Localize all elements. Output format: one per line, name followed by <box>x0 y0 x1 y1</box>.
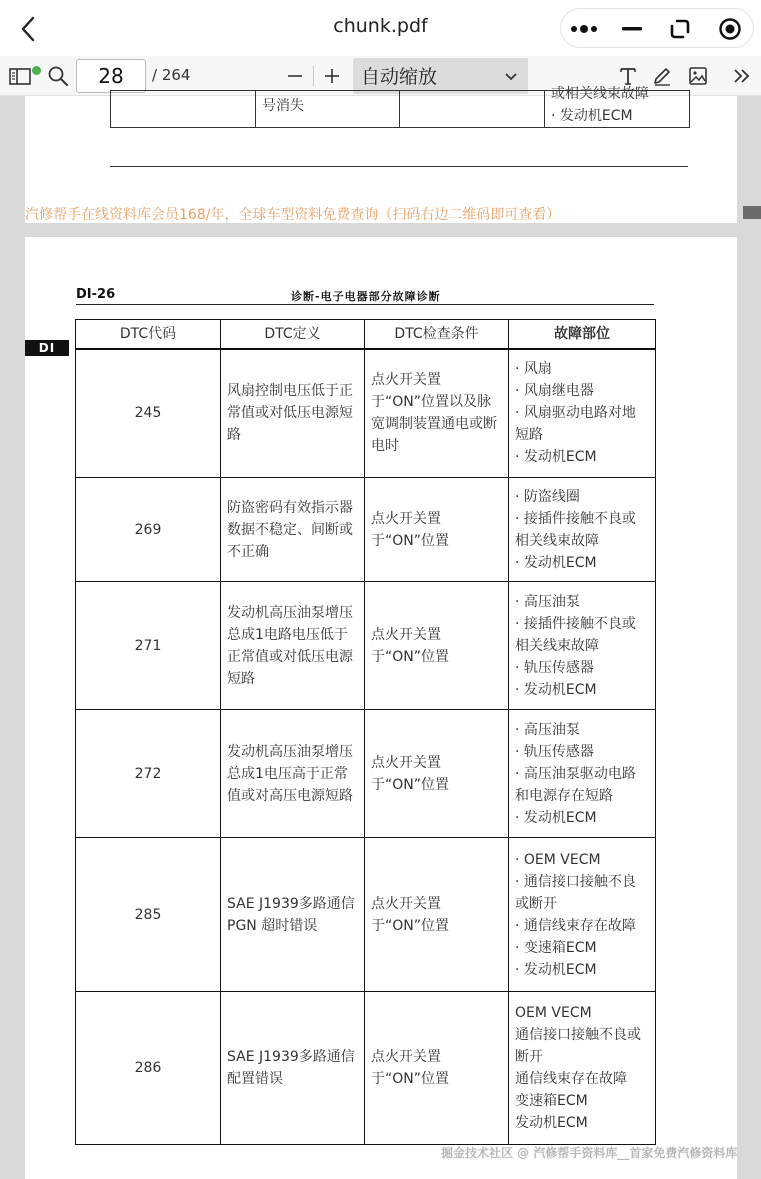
list-item: · OEM VECM <box>515 851 601 868</box>
zoom-select-value: 自动缩放 <box>361 66 438 88</box>
dtc-definition-cell: SAE J1939多路通信 PGN 超时错误 <box>221 838 365 992</box>
list-item: · 通信线束存在故障 <box>515 917 636 934</box>
list-item: · 风扇驱动电路对地短路 <box>515 405 636 444</box>
more-tools-icon[interactable] <box>728 62 756 90</box>
table-cell <box>111 91 256 128</box>
page-footer-rule <box>110 166 688 167</box>
scrollbar-thumb[interactable] <box>743 206 761 219</box>
search-icon[interactable] <box>44 62 72 90</box>
list-item: · 发动机ECM <box>515 449 597 466</box>
dtc-code-cell: 271 <box>76 582 221 710</box>
fault-location-cell <box>509 992 656 1145</box>
dtc-code-cell: 286 <box>76 992 221 1145</box>
table-cell <box>256 91 400 128</box>
header-rule <box>76 304 654 305</box>
promo-text: 汽修帮手在线资料库会员168/年，全球车型资料免费查询（扫码右边二维码即可查看） <box>25 207 561 223</box>
document-title: 诊断-电子电器部分故障诊断 <box>291 290 441 303</box>
list-item: · 风扇 <box>515 361 552 378</box>
fault-location-cell <box>509 478 656 582</box>
column-header: 故障部位 <box>509 320 656 349</box>
cell-text: 号消失 <box>262 98 304 114</box>
sidebar-toggle-icon[interactable] <box>6 62 34 90</box>
list-item: · 轨压传感器 <box>515 659 594 676</box>
dtc-code-cell: 245 <box>76 349 221 478</box>
list-item: · 轨压传感器 <box>515 743 594 760</box>
list-item: 通信接口接触不良或断开 <box>515 1027 641 1065</box>
table-row <box>76 710 656 838</box>
list-item: · 防盗线圈 <box>515 488 580 505</box>
dtc-condition-cell: 点火开关置于“ON”位置 <box>365 838 509 992</box>
dtc-condition-cell: 点火开关置于“ON”位置 <box>365 582 509 710</box>
zoom-out-icon[interactable] <box>281 62 309 90</box>
list-item: OEM VECM <box>515 1005 592 1021</box>
list-item: · 接插件接触不良或相关线束故障 <box>515 615 636 654</box>
dtc-code-cell: 272 <box>76 710 221 838</box>
table-row <box>76 349 656 478</box>
dtc-definition-cell: 发动机高压油泵增压总成1电路电压低于正常值或对低压电源短路 <box>221 582 365 710</box>
more-icon[interactable] <box>561 9 607 49</box>
notification-dot <box>32 66 41 75</box>
list-item: · 通信接口接触不良或断开 <box>515 873 636 912</box>
list-item: · 发动机ECM <box>515 809 597 826</box>
fault-location-cell <box>509 349 656 478</box>
table-row <box>76 992 656 1145</box>
section-side-tab: DI <box>25 340 69 356</box>
dtc-condition-cell: 点火开关置于“ON”位置 <box>365 478 509 582</box>
list-item: · 风扇继电器 <box>515 383 594 400</box>
list-item: 通信线束存在故障 <box>515 1071 627 1087</box>
list-item: · 变速箱ECM <box>515 939 597 956</box>
pdf-page-previous <box>25 86 737 223</box>
page-total: / 264 <box>152 66 191 84</box>
table-row <box>76 838 656 992</box>
dtc-condition-cell: 点火开关置于“ON”位置 <box>365 710 509 838</box>
list-item: · 发动机ECM <box>515 961 597 978</box>
column-header: DTC定义 <box>221 320 365 349</box>
list-item: · 高压油泵驱动电路和电源存在短路 <box>515 765 636 804</box>
chevron-down-icon <box>504 66 518 88</box>
dtc-code-cell: 269 <box>76 478 221 582</box>
mini-program-capsule <box>560 8 754 48</box>
close-target-icon[interactable] <box>707 9 753 49</box>
dtc-code-cell: 285 <box>76 838 221 992</box>
column-header: DTC代码 <box>76 320 221 349</box>
document-code: DI-26 <box>76 287 116 302</box>
table-cell <box>400 91 545 128</box>
window-title: chunk.pdf <box>333 15 428 37</box>
fault-location-cell <box>509 710 656 838</box>
previous-page-table <box>110 86 690 128</box>
dtc-condition-cell: 点火开关置于“ON”位置 <box>365 992 509 1145</box>
dtc-definition-cell: SAE J1939多路通信配置错误 <box>221 992 365 1145</box>
dtc-condition-cell: 点火开关置于“ON”位置以及脉宽调制装置通电或断电时 <box>365 349 509 478</box>
dtc-definition-cell: 防盗密码有效指示器数据不稳定、间断或不正确 <box>221 478 365 582</box>
minimize-icon[interactable] <box>609 9 655 49</box>
list-item: 变速箱ECM <box>515 1093 588 1109</box>
dtc-table <box>75 319 656 1145</box>
table-cell <box>545 86 690 128</box>
title-bar <box>0 0 761 56</box>
image-tool-icon[interactable] <box>684 62 712 90</box>
watermark-text: 掘金技术社区 @ 汽修帮手资料库__首家免费汽修资料库 <box>441 1146 738 1160</box>
toolbar-divider <box>313 66 314 86</box>
list-item: · 高压油泵 <box>515 721 580 738</box>
draw-pen-icon[interactable] <box>648 62 676 90</box>
list-item: · 接插件接触不良或相关线束故障 <box>515 510 636 549</box>
column-header: DTC检查条件 <box>365 320 509 349</box>
table-row <box>76 582 656 710</box>
dtc-definition-cell: 发动机高压油泵增压总成1电压高于正常值或对高压电源短路 <box>221 710 365 838</box>
pdf-page-current <box>25 237 737 1179</box>
table-row <box>76 478 656 582</box>
fault-location-cell <box>509 582 656 710</box>
dtc-definition-cell: 风扇控制电压低于正常值或对低压电源短路 <box>221 349 365 478</box>
table-header-row <box>76 320 656 349</box>
list-item: · 发动机ECM <box>515 554 597 571</box>
cell-text: 或相关线束故障 <box>551 86 649 102</box>
list-item: · 高压油泵 <box>515 593 580 610</box>
fault-location-cell <box>509 838 656 992</box>
list-item: 发动机ECM <box>515 1115 588 1131</box>
cell-text: · 发动机ECM <box>551 108 633 124</box>
zoom-in-icon[interactable] <box>318 62 346 90</box>
list-item: · 发动机ECM <box>515 681 597 698</box>
zoom-select[interactable] <box>353 58 528 94</box>
float-window-icon[interactable] <box>657 9 703 49</box>
page-number-input[interactable] <box>76 59 146 93</box>
